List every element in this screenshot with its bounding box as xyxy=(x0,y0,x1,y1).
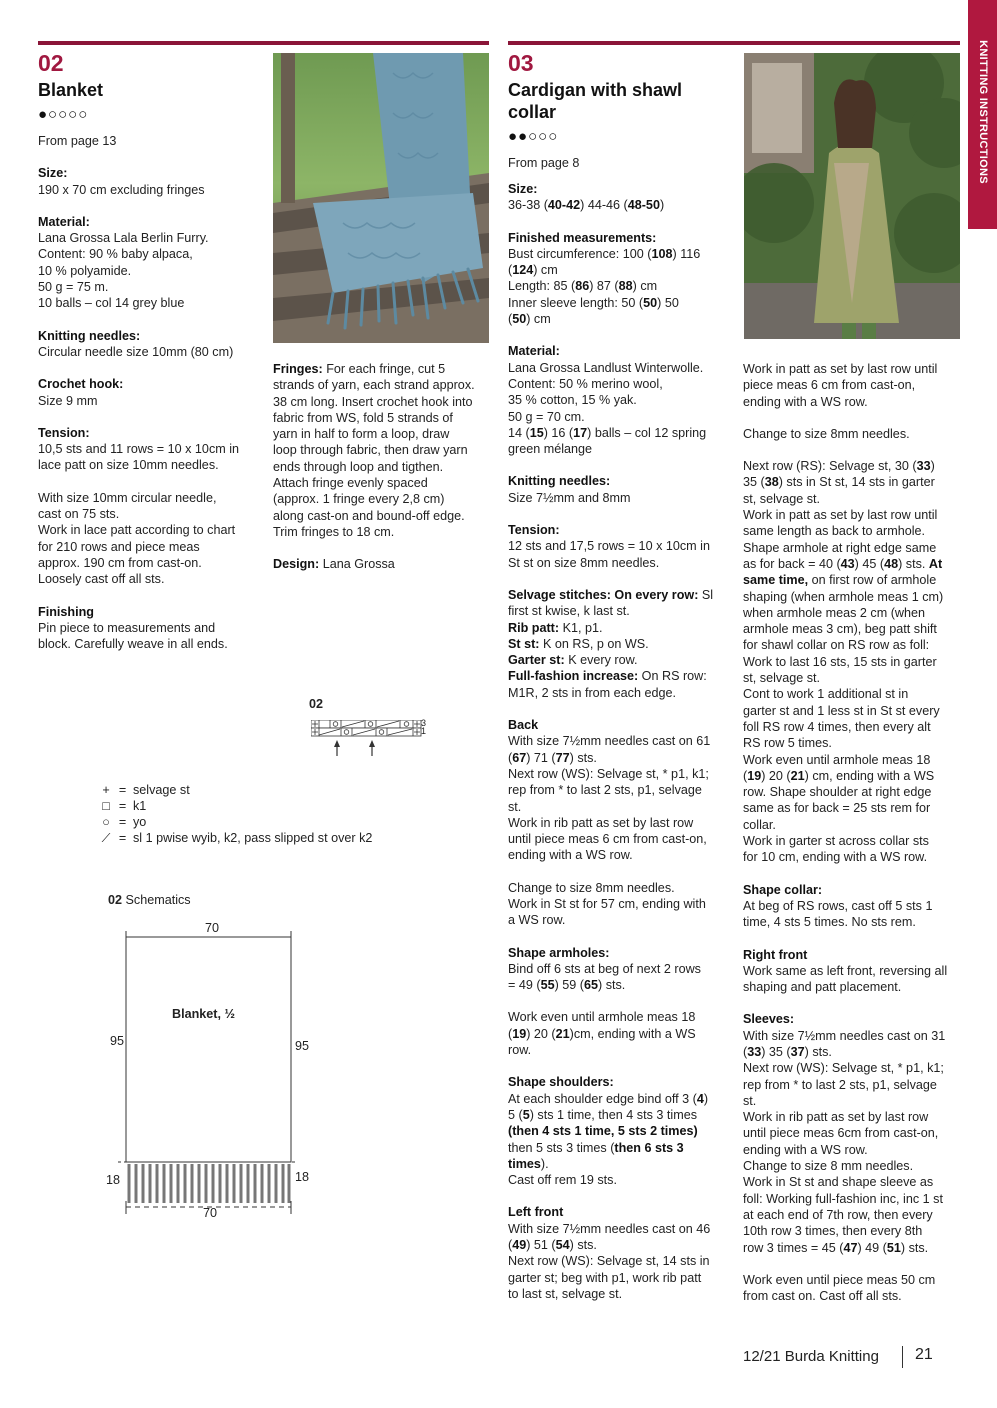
legend-text: sl 1 pwise wyib, k2, pass slipped st over k2 xyxy=(133,831,373,845)
armholes-heading: Shape armholes: xyxy=(508,945,610,960)
fringes-line: ends through loop and tigthen. xyxy=(273,459,444,474)
title-line: Cardigan with shawl xyxy=(508,80,683,100)
issue-number: 12/21 xyxy=(743,1348,781,1365)
legend-text: yo xyxy=(133,815,147,829)
material-line: 10 % polyamide. xyxy=(38,263,132,278)
dim-bottom: 70 xyxy=(203,1206,218,1220)
yo-symbol-icon: ○ xyxy=(102,815,110,829)
section-rule-02 xyxy=(38,41,489,45)
fringes-line: (approx. 1 fringe every 2,8 cm) xyxy=(273,492,445,507)
section-rule-03 xyxy=(508,41,960,45)
fringes-heading: Fringes: xyxy=(273,362,323,376)
fringes-line: 38 cm long. Insert crochet hook into xyxy=(273,394,473,409)
right-front-heading: Right front xyxy=(743,947,808,962)
instructions-column-02 xyxy=(38,133,263,668)
body-line: With size 10mm circular needle, xyxy=(38,490,217,505)
legend-item xyxy=(100,799,146,813)
schematics-label: Schematics xyxy=(125,893,191,907)
back-heading: Back xyxy=(508,718,539,733)
footer-issue xyxy=(743,1348,879,1365)
fringes-line: strands of yarn, each strand approx. xyxy=(273,378,475,393)
instructions-column-03b: Work in patt as set by last row until piece meas 6 cm from cast-on, ending with a WS row. Change to size 8mm needles. Next row (RS): Selvage st, 30 (33) 35 (38) sts in St st, 14 sts in garter st, selvage st. Work in patt as set by last row until same length as back to armhole. Shape armhole at right edge same as for back = 40 (43) 45 (48) sts. At same time, on first row of armhole shaping (when armhole meas 1 cm) when armhole meas 2 cm (when armhole meas 3 cm), beg patt shift for shawl collar on RS row as foll: Work to last 16 sts, 15 sts in garter st, selvage st. Cont to work 1 additional st in garter st and 1 less st in St st every foll RS row 4 times, then every alt RS row 5 times. Work even until armhole meas 18 (19) 20 (21) cm, ending with a WS row. Shape shoulder at right edge same as for back = 25 sts rem for collar. Work in garter st across collar sts for 10 cm, ending with a WS row. Shape collar: At beg of RS rows, cast off 5 sts 1 time, 4 sts 5 times. No sts rem. Right front Work same as left front, reversing all shaping and patt placement. Sleeves: With size 7½mm needles cast on 31 (33) 35 (37) sts. Next row (WS): Selvage st, * p1, k1; rep from * to last 2 sts, p1, selvage st. Work in rib patt as set by last row until piece meas 6cm from cast-on, ending with a WS row. Change to size 8 mm needles. Work in St st and shape sleeve as foll: Working full-fashion inc, inc 1 st at each end of 7th row, then every 10th row 3 times, then every 8th row 3 times = 45 (47) 49 (51) sts. Work even until piece meas 50 cm from cast on. Cast off all sts. xyxy=(743,361,963,1320)
material-line: Content: 90 % baby alpaca, xyxy=(38,247,193,262)
tension-line: 10,5 sts and 11 rows = 10 x 10cm in xyxy=(38,442,240,457)
measurements-heading: Finished measurements: xyxy=(508,230,657,245)
blanket-schematic xyxy=(100,918,320,1228)
tension-line: lace patt on size 10mm needles. xyxy=(38,458,219,473)
material-line: 50 g = 75 m. xyxy=(38,280,109,295)
dim-right: 95 xyxy=(295,1039,310,1053)
section-tab-label: KNITTING INSTRUCTIONS xyxy=(976,40,989,184)
legend-equals: = xyxy=(118,799,127,813)
finishing-heading: Finishing xyxy=(38,604,94,619)
body-line: for 210 rows and piece meas xyxy=(38,539,200,554)
legend-equals: = xyxy=(118,815,127,829)
section-tab xyxy=(968,0,997,229)
pattern-number-03: 03 xyxy=(508,50,534,76)
dim-left: 95 xyxy=(110,1034,125,1048)
fringes-line: Trim fringes to 18 cm. xyxy=(273,524,395,539)
material-heading: Material: xyxy=(508,344,560,359)
tension-heading: Tension: xyxy=(38,425,90,440)
lace-chart xyxy=(311,720,436,765)
pattern-title-03 xyxy=(508,79,682,123)
fringes-line: yarn in half to form a loop, draw xyxy=(273,427,450,442)
hook-text: Size 9 mm xyxy=(38,393,98,408)
chart-row-number: 1 xyxy=(421,726,427,736)
finishing-line: block. Carefully weave in all ends. xyxy=(38,637,228,652)
tension-heading: Tension: xyxy=(508,523,560,538)
magazine-name: Burda Knitting xyxy=(784,1348,879,1365)
design-heading: Design: xyxy=(273,557,320,572)
dim-top: 70 xyxy=(205,921,220,935)
needles-text: Circular needle size 10mm (80 cm) xyxy=(38,344,234,359)
fringes-line: loop through fabric, then draw yarn xyxy=(273,443,468,458)
title-line: collar xyxy=(508,102,557,122)
legend-item xyxy=(100,783,190,797)
slip-pass-symbol-icon: ⟋ xyxy=(101,831,111,845)
size-heading: Size: xyxy=(38,166,68,181)
needles-heading: Knitting needles: xyxy=(38,328,141,343)
fringes-line: For each fringe, cut 5 xyxy=(326,362,446,376)
legend-item xyxy=(100,831,372,846)
shoulders-heading: Shape shoulders: xyxy=(508,1075,614,1090)
left-front-heading: Left front xyxy=(508,1205,564,1220)
knit-symbol-icon: □ xyxy=(102,799,110,813)
sleeves-heading: Sleeves: xyxy=(743,1012,795,1027)
design-text: Lana Grossa xyxy=(322,557,395,572)
schematics-title xyxy=(108,893,191,907)
footer-divider xyxy=(902,1346,903,1368)
fringes-line: Attach fringe evenly spaced xyxy=(273,476,428,491)
material-line: 10 balls – col 14 grey blue xyxy=(38,296,185,311)
body-line: approx. 190 cm from cast-on. xyxy=(38,555,202,570)
fringes-line: fabric from WS, fold 5 strands of xyxy=(273,410,453,425)
collar-heading: Shape collar: xyxy=(743,882,823,897)
size-text: 190 x 70 cm excluding fringes xyxy=(38,182,205,197)
dim-fringe-left: 18 xyxy=(106,1173,121,1187)
finishing-line: Pin piece to measurements and xyxy=(38,620,216,635)
difficulty-rating-02: ●○○○○ xyxy=(38,106,89,123)
chart-row-numbers xyxy=(421,719,426,735)
blanket-photo xyxy=(273,53,489,343)
pattern-number-02: 02 xyxy=(38,50,64,76)
schematics-number: 02 xyxy=(108,893,123,907)
schematic-label: Blanket, ½ xyxy=(172,1007,235,1021)
material-heading: Material: xyxy=(38,214,90,229)
page-number: 21 xyxy=(915,1346,933,1363)
dim-fringe-right: 18 xyxy=(295,1170,310,1184)
chart-row-number: 3 xyxy=(421,718,427,728)
instructions-column-03a: Size: 36-38 (40-42) 44-46 (48-50) Finished measurements: Bust circumference: 100 (108) 116 (124) cm Length: 85 (86) 87 (88) cm Inner sleeve length: 50 (50) 50 (50) cm Material: Lana Grossa Landlust Winterwolle. Content: 50 % merino wool, 35 % cotton, 15 % yak. 50 g = 70 cm. 14 (15) 16 (17) balls – col 12 spring green mélange Knitting needles: Size 7½mm and 8mm Tension: 12 sts and 17,5 rows = 10 x 10cm in St st on size 8mm needles. Selvage stitches: On every row: Sl first st kwise, k last st. Rib patt: K1, p1. St st: K on RS, p on WS. Garter st: K every row. Full-fashion increase: On RS row: M1R, 2 sts in from each edge. Back With size 7½mm needles cast on 61 (67) 71 (77) sts. Next row (WS): Selvage st, * p1, k1; rep from * to last 2 sts, p1, selvage st. Work in rib patt as set by last row until piece meas 6 cm from cast-on, ending with a WS row. Change to size 8mm needles. Work in St st for 57 cm, ending with a WS row. Shape armholes: Bind off 6 sts at beg of next 2 rows = 49 (55) 59 (65) sts. Work even until armhole meas 18 (19) 20 (21)cm, ending with a WS row. Shape shoulders: At each shoulder edge bind off 3 (4) 5 (5) sts 1 time, then 4 sts 3 times (then 4 sts 1 time, 5 sts 2 times) then 5 sts 3 times (then 6 sts 3 times). Cast off rem 19 sts. Left front With size 7½mm needles cast on 46 (49) 51 (54) sts. Next row (WS): Selvage st, 14 sts in garter st; beg with p1, work rib patt to last st, selvage st. xyxy=(508,181,728,1318)
body-line: Loosely cast off all sts. xyxy=(38,572,165,587)
size-heading: Size: xyxy=(508,182,538,196)
body-line: cast on 75 sts. xyxy=(38,507,120,522)
fringes-line: along cast-on and bound-off edge. xyxy=(273,508,465,523)
cardigan-photo xyxy=(744,53,960,339)
material-line: Lana Grossa Lala Berlin Furry. xyxy=(38,231,209,246)
from-page-03: From page 8 xyxy=(508,156,580,170)
hook-heading: Crochet hook: xyxy=(38,377,124,392)
difficulty-rating-03: ●●○○○ xyxy=(508,128,559,145)
selvage-symbol-icon: + xyxy=(102,783,110,797)
fringes-column-02 xyxy=(273,361,491,589)
from-page-02: From page 13 xyxy=(38,134,117,148)
body-line: Work in lace patt according to chart xyxy=(38,523,236,538)
legend-text: k1 xyxy=(133,799,147,813)
needles-heading: Knitting needles: xyxy=(508,474,611,489)
legend-equals: = xyxy=(118,831,127,845)
legend-item xyxy=(100,815,146,829)
chart-label: 02 xyxy=(309,697,324,711)
legend-equals: = xyxy=(118,783,127,797)
legend-text: selvage st xyxy=(133,783,190,797)
pattern-title-02: Blanket xyxy=(38,80,104,100)
